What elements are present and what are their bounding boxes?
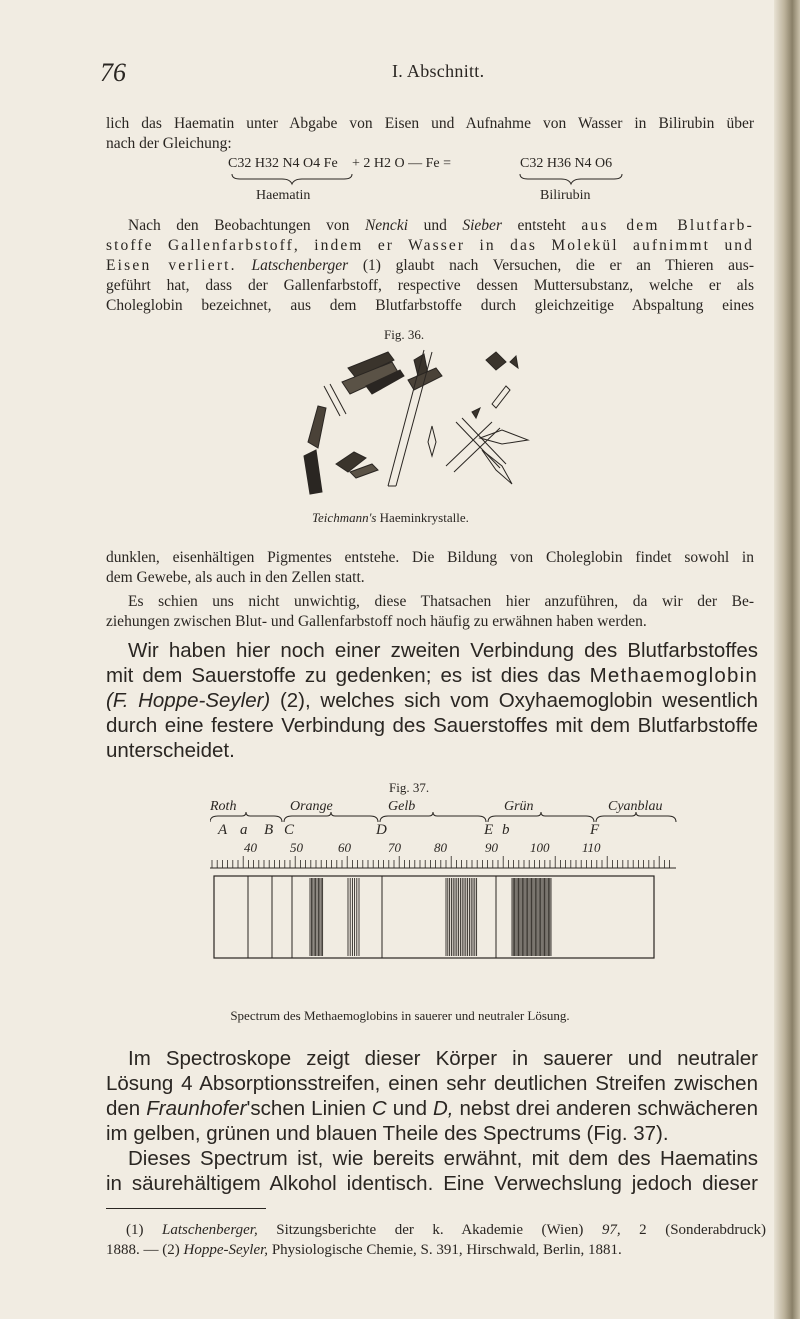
scale-50: 50	[290, 840, 303, 855]
fig37-label: Fig. 37.	[389, 780, 430, 795]
para6-line5: Dieses Spectrum ist, wie bereits erwähnt, mit dem des Haematins	[128, 1147, 758, 1170]
color-label-1: Orange	[290, 799, 333, 814]
fraunhofer-F: F	[590, 822, 600, 838]
line-c: C	[371, 1097, 387, 1120]
formula-haematin: C32 H32 N4 O4 Fe	[228, 156, 338, 171]
para5-line1: Wir haben hier noch einer zweiten Verbindung des Blutfarbstoffes	[128, 639, 758, 662]
text: mit dem Sauerstoffe zu gedenken; es ist dies das	[106, 664, 590, 687]
para5-line2	[106, 663, 758, 688]
author-fraunhofer: Fraunhofer	[146, 1097, 247, 1120]
spectrum-box	[214, 876, 654, 958]
scale-90: 90	[485, 840, 498, 855]
para1-line2: nach der Gleichung:	[106, 135, 232, 152]
color-label-2: Gelb	[388, 799, 416, 814]
caption-text: Haeminkrystalle.	[376, 510, 469, 525]
author-sieber: Sieber	[462, 217, 502, 234]
para4-line2: ziehungen zwischen Blut- und Gallenfarbstoff noch häufig zu erwähnen haben werden.	[106, 613, 647, 630]
para1-line1: lich das Haematin unter Abgabe von Eisen und Aufnahme von Wasser in Bilirubin über	[106, 115, 754, 132]
color-label-0: Roth	[210, 799, 237, 814]
fn-volume: 97,	[601, 1222, 621, 1238]
text: und	[386, 1097, 433, 1120]
para3-line1: dunklen, eisenhältigen Pigmentes entstehe. Die Bildung von Choleglobin findet sowohl in	[106, 549, 754, 566]
fraunhofer-E: E	[484, 822, 494, 838]
label-bilirubin: Bilirubin	[540, 188, 591, 203]
term-methaemoglobin: Methaemoglobin	[589, 664, 758, 687]
color-label-4: Cyanblau	[608, 799, 663, 814]
para2-line3	[106, 256, 754, 276]
author-nencki: Nencki	[364, 217, 409, 234]
text: den	[106, 1097, 147, 1120]
text: (1)	[126, 1222, 163, 1238]
fraunhofer-B: B	[264, 822, 274, 838]
text: Nach den Beobachtungen von	[128, 217, 365, 234]
text: 1888. — (2)	[106, 1242, 184, 1258]
fig36-crystals-illustration	[296, 346, 536, 496]
para2-line1	[106, 216, 754, 236]
para5-line5: unterscheidet.	[106, 739, 235, 762]
para2-line4: geführt hat, dass der Gallenfarbstoff, respective dessen Muttersubstanz, welche er als	[106, 277, 754, 294]
fn-author: Latschenberger,	[162, 1222, 258, 1238]
fig36-label: Fig. 36.	[384, 327, 425, 342]
para6-line4: im gelben, grünen und blauen Theile des Spectrums (Fig. 37).	[106, 1122, 669, 1145]
scale-110: 110	[582, 840, 601, 855]
para3-line2: dem Gewebe, als auch in den Zellen statt.	[106, 569, 365, 586]
text: 2 (Sonderabdruck)	[620, 1222, 766, 1238]
footnote-rule	[106, 1208, 266, 1209]
scale-80: 80	[434, 840, 447, 855]
fraunhofer-D: D	[376, 822, 387, 838]
author-latschenberger: Latschenberger	[251, 257, 349, 274]
text: nebst drei anderen schwächeren	[453, 1097, 758, 1120]
fraunhofer-a: a	[240, 822, 248, 838]
para6-line3	[106, 1096, 758, 1121]
spectrum-svg	[210, 796, 680, 992]
scale-70: 70	[388, 840, 401, 855]
spaced-text: Eisen verliert.	[106, 257, 237, 274]
spaced-text: aus dem Blutfarb-	[581, 217, 754, 234]
para4-line1: Es schien uns nicht unwichtig, diese Thatsachen hier anzuführen, da wir der Be-	[128, 593, 754, 610]
para6-line6: in säurehältigem Alkohol identisch. Eine Verwechslung jedoch dieser	[106, 1172, 758, 1195]
fn-author: Hoppe-Seyler,	[183, 1242, 269, 1258]
text: (2), welches sich vom Oxyhaemoglobin wesentlich	[270, 689, 758, 712]
fraunhofer-C: C	[284, 822, 295, 838]
section-title: I. Abschnitt.	[392, 61, 485, 81]
line-d: D,	[433, 1097, 454, 1120]
caption-author: Teichmann's	[312, 510, 377, 525]
text: Sitzungsberichte der k. Akademie (Wien)	[257, 1222, 602, 1238]
text: entsteht	[501, 217, 582, 234]
fraunhofer-A: A	[218, 822, 228, 838]
author-hoppe-seyler: (F. Hoppe-Seyler)	[106, 689, 271, 712]
fraunhofer-b: b	[502, 822, 510, 838]
chemical-equation	[0, 152, 800, 212]
fig36-caption	[312, 510, 469, 526]
color-label-3: Grün	[504, 799, 534, 814]
fig37-spectrum-diagram	[210, 796, 680, 992]
para2-line5: Choleglobin bezeichnet, aus dem Blutfarbstoffe durch gleichzeitige Abspaltung eines	[106, 297, 754, 314]
para5-line3	[106, 688, 758, 713]
footnote-1	[106, 1220, 766, 1240]
fig37-caption: Spectrum des Methaemoglobins in sauerer und neutraler Lösung.	[230, 1008, 570, 1023]
formula-operator: + 2 H2 O — Fe =	[352, 156, 452, 171]
text: 'schen Linien	[246, 1097, 372, 1120]
scale-60: 60	[338, 840, 351, 855]
text: (1) glaubt nach Versuchen, die er an Thieren aus-	[348, 257, 754, 274]
formula-bilirubin: C32 H36 N4 O6	[520, 156, 613, 171]
para2-line2: stoffe Gallenfarbstoff, indem er Wasser in das Molekül aufnimmt und	[106, 237, 754, 254]
para5-line4: durch eine festere Verbindung des Sauerstoffes mit dem Blutfarbstoffe	[106, 714, 758, 737]
footnote-2	[106, 1240, 766, 1260]
text: Physiologische Chemie, S. 391, Hirschwald, Berlin, 1881.	[268, 1242, 622, 1258]
page-number: 76	[100, 58, 126, 87]
para6-line2: Lösung 4 Absorptionsstreifen, einen sehr deutlichen Streifen zwischen	[106, 1072, 758, 1095]
text: und	[408, 217, 463, 234]
para6-line1: Im Spectroskope zeigt dieser Körper in sauerer und neutraler	[128, 1047, 758, 1070]
scale-40: 40	[244, 840, 257, 855]
scale-100: 100	[530, 840, 550, 855]
label-haematin: Haematin	[256, 188, 311, 203]
